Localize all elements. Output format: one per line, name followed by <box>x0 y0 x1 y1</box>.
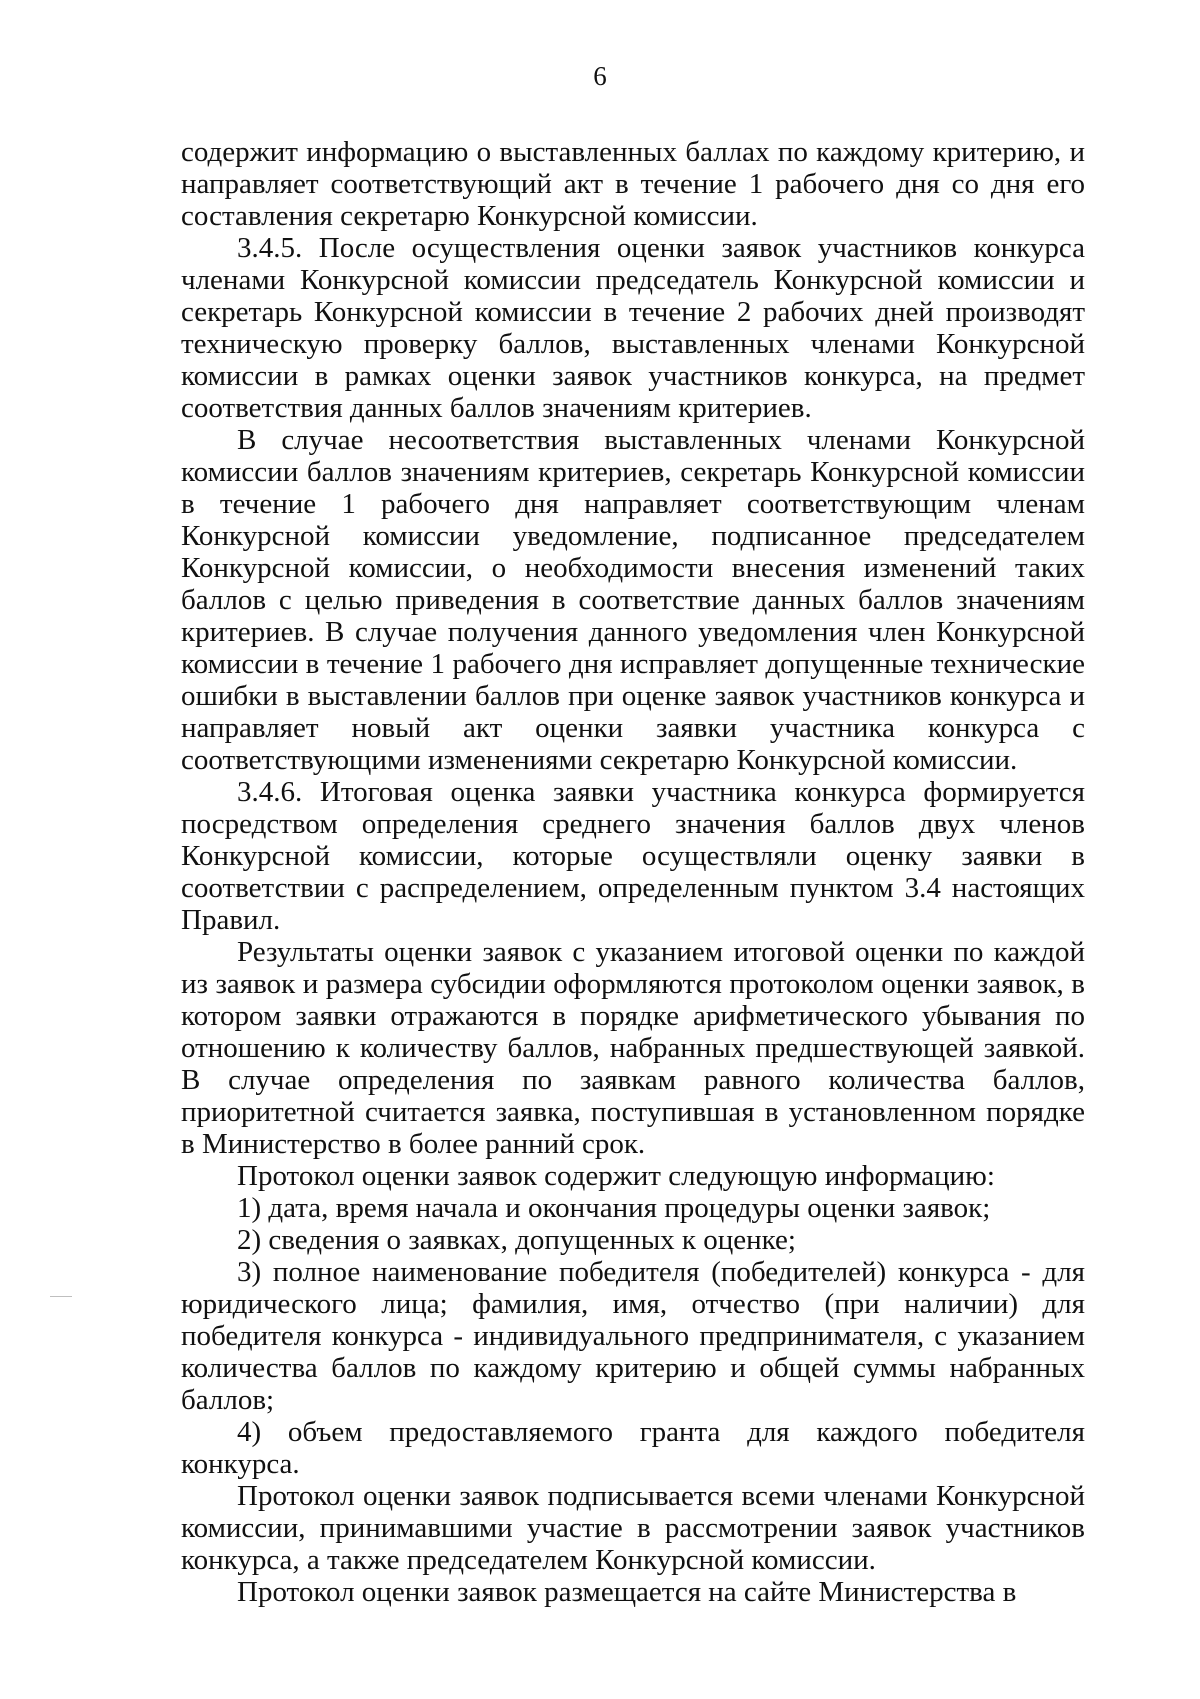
paragraph-protocol-signing: Протокол оценки заявок подписывается всеми членами Конкурсной комиссии, принимавшими участие в рассмотрении заявок участников конкурса, а также председателем Конкурсной комиссии. <box>181 1480 1085 1576</box>
list-item-4: 4) объем предоставляемого гранта для каждого победителя конкурса. <box>181 1416 1085 1480</box>
list-item-1: 1) дата, время начала и окончания процедуры оценки заявок; <box>237 1192 991 1224</box>
paragraph-protocol-publishing: Протокол оценки заявок размещается на сайте Министерства в <box>237 1576 1017 1608</box>
paragraph-results: Результаты оценки заявок с указанием итоговой оценки по каждой из заявок и размера субсидии оформляются протоколом оценки заявок, в котором заявки отражаются в порядке арифметического убывания по отношению к количеству баллов, набранных предшествующей заявкой. В случае определения по заявкам равного количества баллов, приоритетной считается заявка, поступившая в установленном порядке в Министерство в более ранний срок. <box>181 936 1085 1160</box>
scan-mark <box>50 1296 72 1297</box>
paragraph-3-4-5: 3.4.5. После осуществления оценки заявок участников конкурса членами Конкурсной комиссии председатель Конкурсной комиссии и секретарь Конкурсной комиссии в течение 2 рабочих дней производят техническую проверку баллов, выставленных членами Конкурсной комиссии в рамках оценки заявок участников конкурса, на предмет соответствия данных баллов значениям критериев. <box>181 232 1085 424</box>
paragraph-mismatch-case: В случае несоответствия выставленных членами Конкурсной комиссии баллов значениям критериев, секретарь Конкурсной комиссии в течение 1 рабочего дня направляет соответствующим членам Конкурсной комиссии уведомление, подписанное председателем Конкурсной комиссии, о необходимости внесения изменений таких баллов с целью приведения в соответствие данных баллов значениям критериев. В случае получения данного уведомления член Конкурсной комиссии в течение 1 рабочего дня исправляет допущенные технические ошибки в выставлении баллов при оценке заявок участников конкурса и направляет новый акт оценки заявки участника конкурса с соответствующими изменениями секретарю Конкурсной комиссии. <box>181 424 1085 776</box>
document-body <box>181 136 1085 1608</box>
page-number: 6 <box>593 61 607 91</box>
list-item-3: 3) полное наименование победителя (победителей) конкурса - для юридического лица; фамилия, имя, отчество (при наличии) для победителя конкурса - индивидуального предпринимателя, с указанием количества баллов по каждому критерию и общей суммы набранных баллов; <box>181 1256 1085 1416</box>
list-item-2: 2) сведения о заявках, допущенных к оценке; <box>237 1224 796 1256</box>
paragraph-protocol-contents: Протокол оценки заявок содержит следующую информацию: <box>237 1160 995 1192</box>
paragraph-continuation: содержит информацию о выставленных баллах по каждому критерию, и направляет соответствующий акт в течение 1 рабочего дня со дня его составления секретарю Конкурсной комиссии. <box>181 136 1085 232</box>
paragraph-3-4-6: 3.4.6. Итоговая оценка заявки участника конкурса формируется посредством определения среднего значения баллов двух членов Конкурсной комиссии, которые осуществляли оценку заявки в соответствии с распределением, определенным пунктом 3.4 настоящих Правил. <box>181 776 1085 936</box>
